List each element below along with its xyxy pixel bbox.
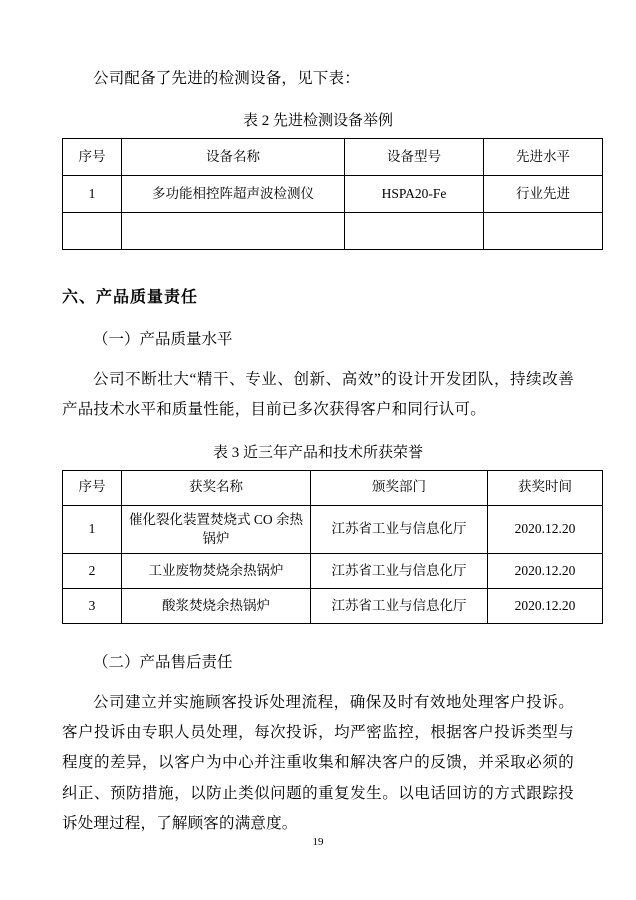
table1-header-1: 设备名称 [122,139,345,176]
intro-paragraph: 公司配备了先进的检测设备，见下表： [93,69,360,87]
table2-r0-c1: 催化裂化装置焚烧式 CO 余热锅炉 [122,505,311,554]
table2-r0-c3: 2020.12.20 [488,505,603,554]
table2-r2-c3: 2020.12.20 [488,589,603,624]
subsection-heading-2: （二）产品售后责任 [93,654,233,672]
table1-r0-c1: 多功能相控阵超声波检测仪 [122,176,345,213]
table1-r1-c2 [345,213,484,250]
table2-r1-c1: 工业废物焚烧余热锅炉 [122,554,311,589]
page-content [62,48,574,855]
table-row [63,213,603,250]
table2-r2-c1: 酸浆焚烧余热锅炉 [122,589,311,624]
page-number: 19 [312,836,324,848]
table-row [63,554,603,589]
table2-r2-c2: 江苏省工业与信息化厅 [311,589,488,624]
table-row [63,176,603,213]
service-paragraph: 公司建立并实施顾客投诉处理流程，确保及时有效地处理客户投诉。客户投诉由专职人员处理，每次投诉，均严密监控，根据客户投诉类型与程度的差异，以客户为中心并注重收集和解决客户的反馈，并采取必须的纠正、预防措施，以防止类似问题的重复发生。以电话回访的方式跟踪投诉处理过程，了解顾客的满意度。 [62,693,574,832]
subsection-heading-1: （一）产品质量水平 [93,331,233,349]
table2-r0-c2: 江苏省工业与信息化厅 [311,505,488,554]
table-header-row [63,139,603,176]
table1-r0-c0: 1 [63,176,122,213]
table2-header-2: 颁奖部门 [311,470,488,505]
section-heading: 六、产品质量责任 [62,289,199,307]
table-header-row [63,470,603,505]
table2-r2-c0: 3 [63,589,122,624]
table2-r0-c0: 1 [63,505,122,554]
table2-r1-c2: 江苏省工业与信息化厅 [311,554,488,589]
table2-r1-c3: 2020.12.20 [488,554,603,589]
table1-r0-c2: HSPA20-Fe [345,176,484,213]
table2-r1-c0: 2 [63,554,122,589]
table1-r1-c1 [122,213,345,250]
equipment-table [62,138,603,250]
table2-caption: 表 3 近三年产品和技术所获荣誉 [212,444,423,461]
table1-header-3: 先进水平 [484,139,603,176]
table1-header-0: 序号 [63,139,122,176]
table2-header-0: 序号 [63,470,122,505]
awards-table [62,470,603,625]
table1-r0-c3: 行业先进 [484,176,603,213]
table-row [63,589,603,624]
table-row [63,505,603,554]
table2-header-3: 获奖时间 [488,470,603,505]
table1-r1-c3 [484,213,603,250]
table1-r1-c0 [63,213,122,250]
quality-paragraph: 公司不断壮大“精干、专业、创新、高效”的设计开发团队，持续改善产品技术水平和质量性能，目前已多次获得客户和同行认可。 [62,370,574,418]
table1-caption: 表 2 先进检测设备举例 [242,113,393,130]
table2-header-1: 获奖名称 [122,470,311,505]
table1-header-2: 设备型号 [345,139,484,176]
